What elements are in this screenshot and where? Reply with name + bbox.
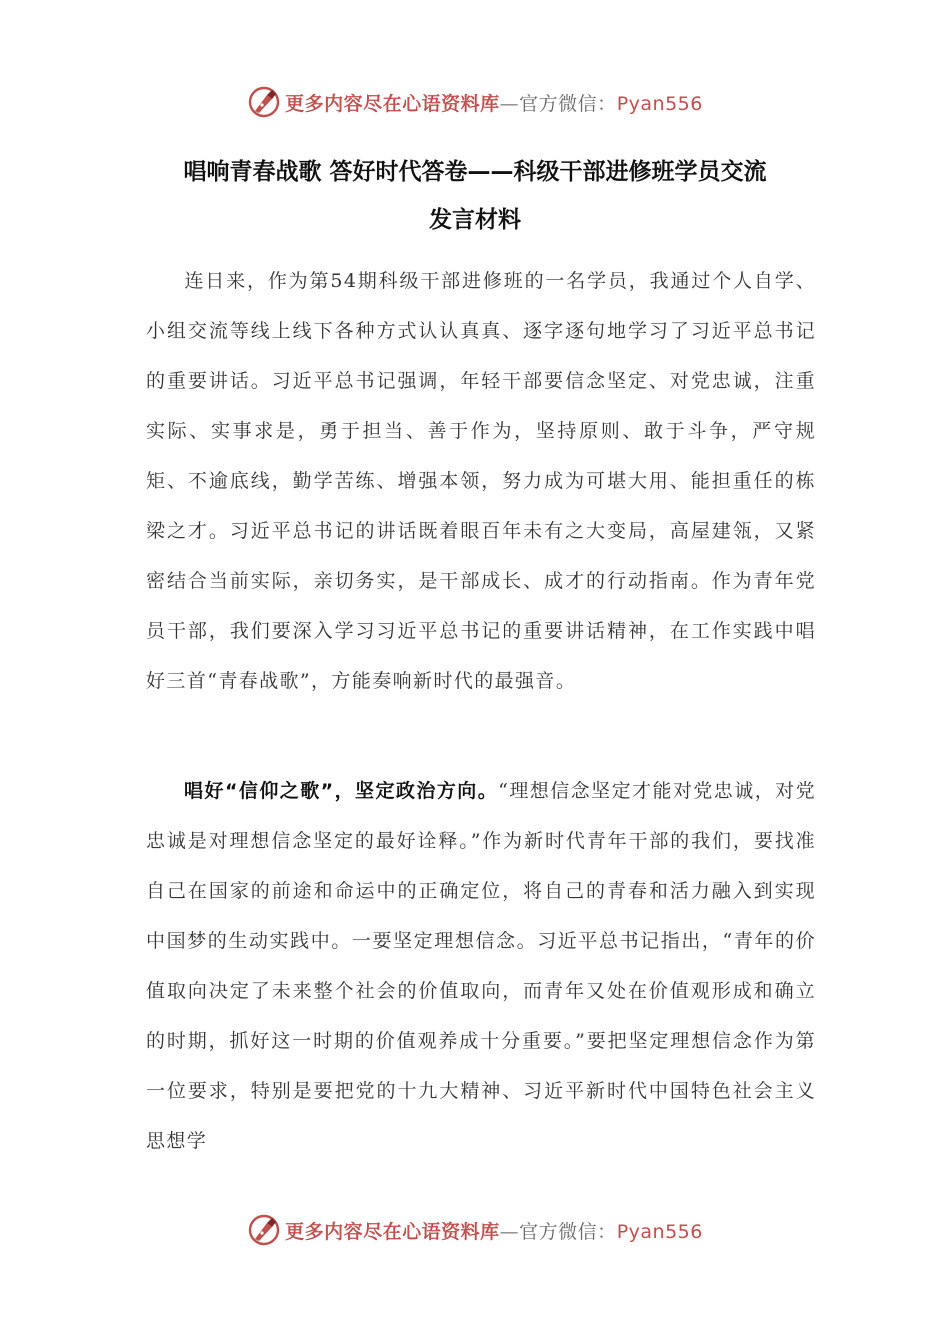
header-banner	[0, 82, 950, 122]
header-separator: —	[499, 92, 520, 115]
header-banner-text	[285, 89, 703, 116]
pen-nib-logo-icon	[247, 1213, 281, 1247]
document-title-line2: 发言材料	[429, 207, 521, 233]
footer-banner	[0, 1210, 950, 1250]
pen-nib-logo-icon	[247, 85, 281, 119]
footer-wechat-account: Pyan556	[616, 1220, 703, 1243]
footer-site-name: 更多内容尽在心语资料库	[285, 1220, 500, 1243]
header-wechat-label: 官方微信：	[519, 92, 617, 115]
paragraph-2	[146, 766, 816, 1166]
paragraph-1-text: 连日来，作为第54期科级干部进修班的一名学员，我通过个人自学、小组交流等线上线下各种方式认认真真、逐字逐句地学习了习近平总书记的重要讲话。习近平总书记强调，年轻干部要信念坚定、对党忠诚，注重实际、实事求是，勇于担当、善于作为，坚持原则、敢于斗争，严守规矩、不逾底线，勤学苦练、增强本领，努力成为可堪大用、能担重任的栋梁之才。习近平总书记的讲话既着眼百年未有之大变局，高屋建瓴，又紧密结合当前实际，亲切务实，是干部成长、成才的行动指南。作为青年党员干部，我们要深入学习习近平总书记的重要讲话精神，在工作实践中唱好三首“青春战歌”，方能奏响新时代的最强音。	[146, 270, 816, 692]
document-title-line1: 唱响青春战歌 答好时代答卷——科级干部进修班学员交流	[183, 159, 767, 185]
paragraph-1	[146, 256, 816, 706]
header-site-name: 更多内容尽在心语资料库	[285, 92, 500, 115]
footer-wechat-label: 官方微信：	[519, 1220, 617, 1243]
footer-banner-text	[285, 1217, 703, 1244]
paragraph-2-lead: 唱好“信仰之歌”，坚定政治方向。	[184, 780, 499, 802]
paragraph-2-text: “理想信念坚定才能对党忠诚，对党忠诚是对理想信念坚定的最好诠释。”作为新时代青年干部的我们，要找准自己在国家的前途和命运中的正确定位，将自己的青春和活力融入到实现中国梦的生动实践中。一要坚定理想信念。习近平总书记指出，“青年的价值取向决定了未来整个社会的价值取向，而青年又处在价值观形成和确立的时期，抓好这一时期的价值观养成十分重要。”要把坚定理想信念作为第一位要求，特别是要把党的十九大精神、习近平新时代中国特色社会主义思想学	[146, 780, 816, 1152]
header-wechat-account: Pyan556	[616, 92, 703, 115]
footer-separator: —	[499, 1220, 520, 1243]
